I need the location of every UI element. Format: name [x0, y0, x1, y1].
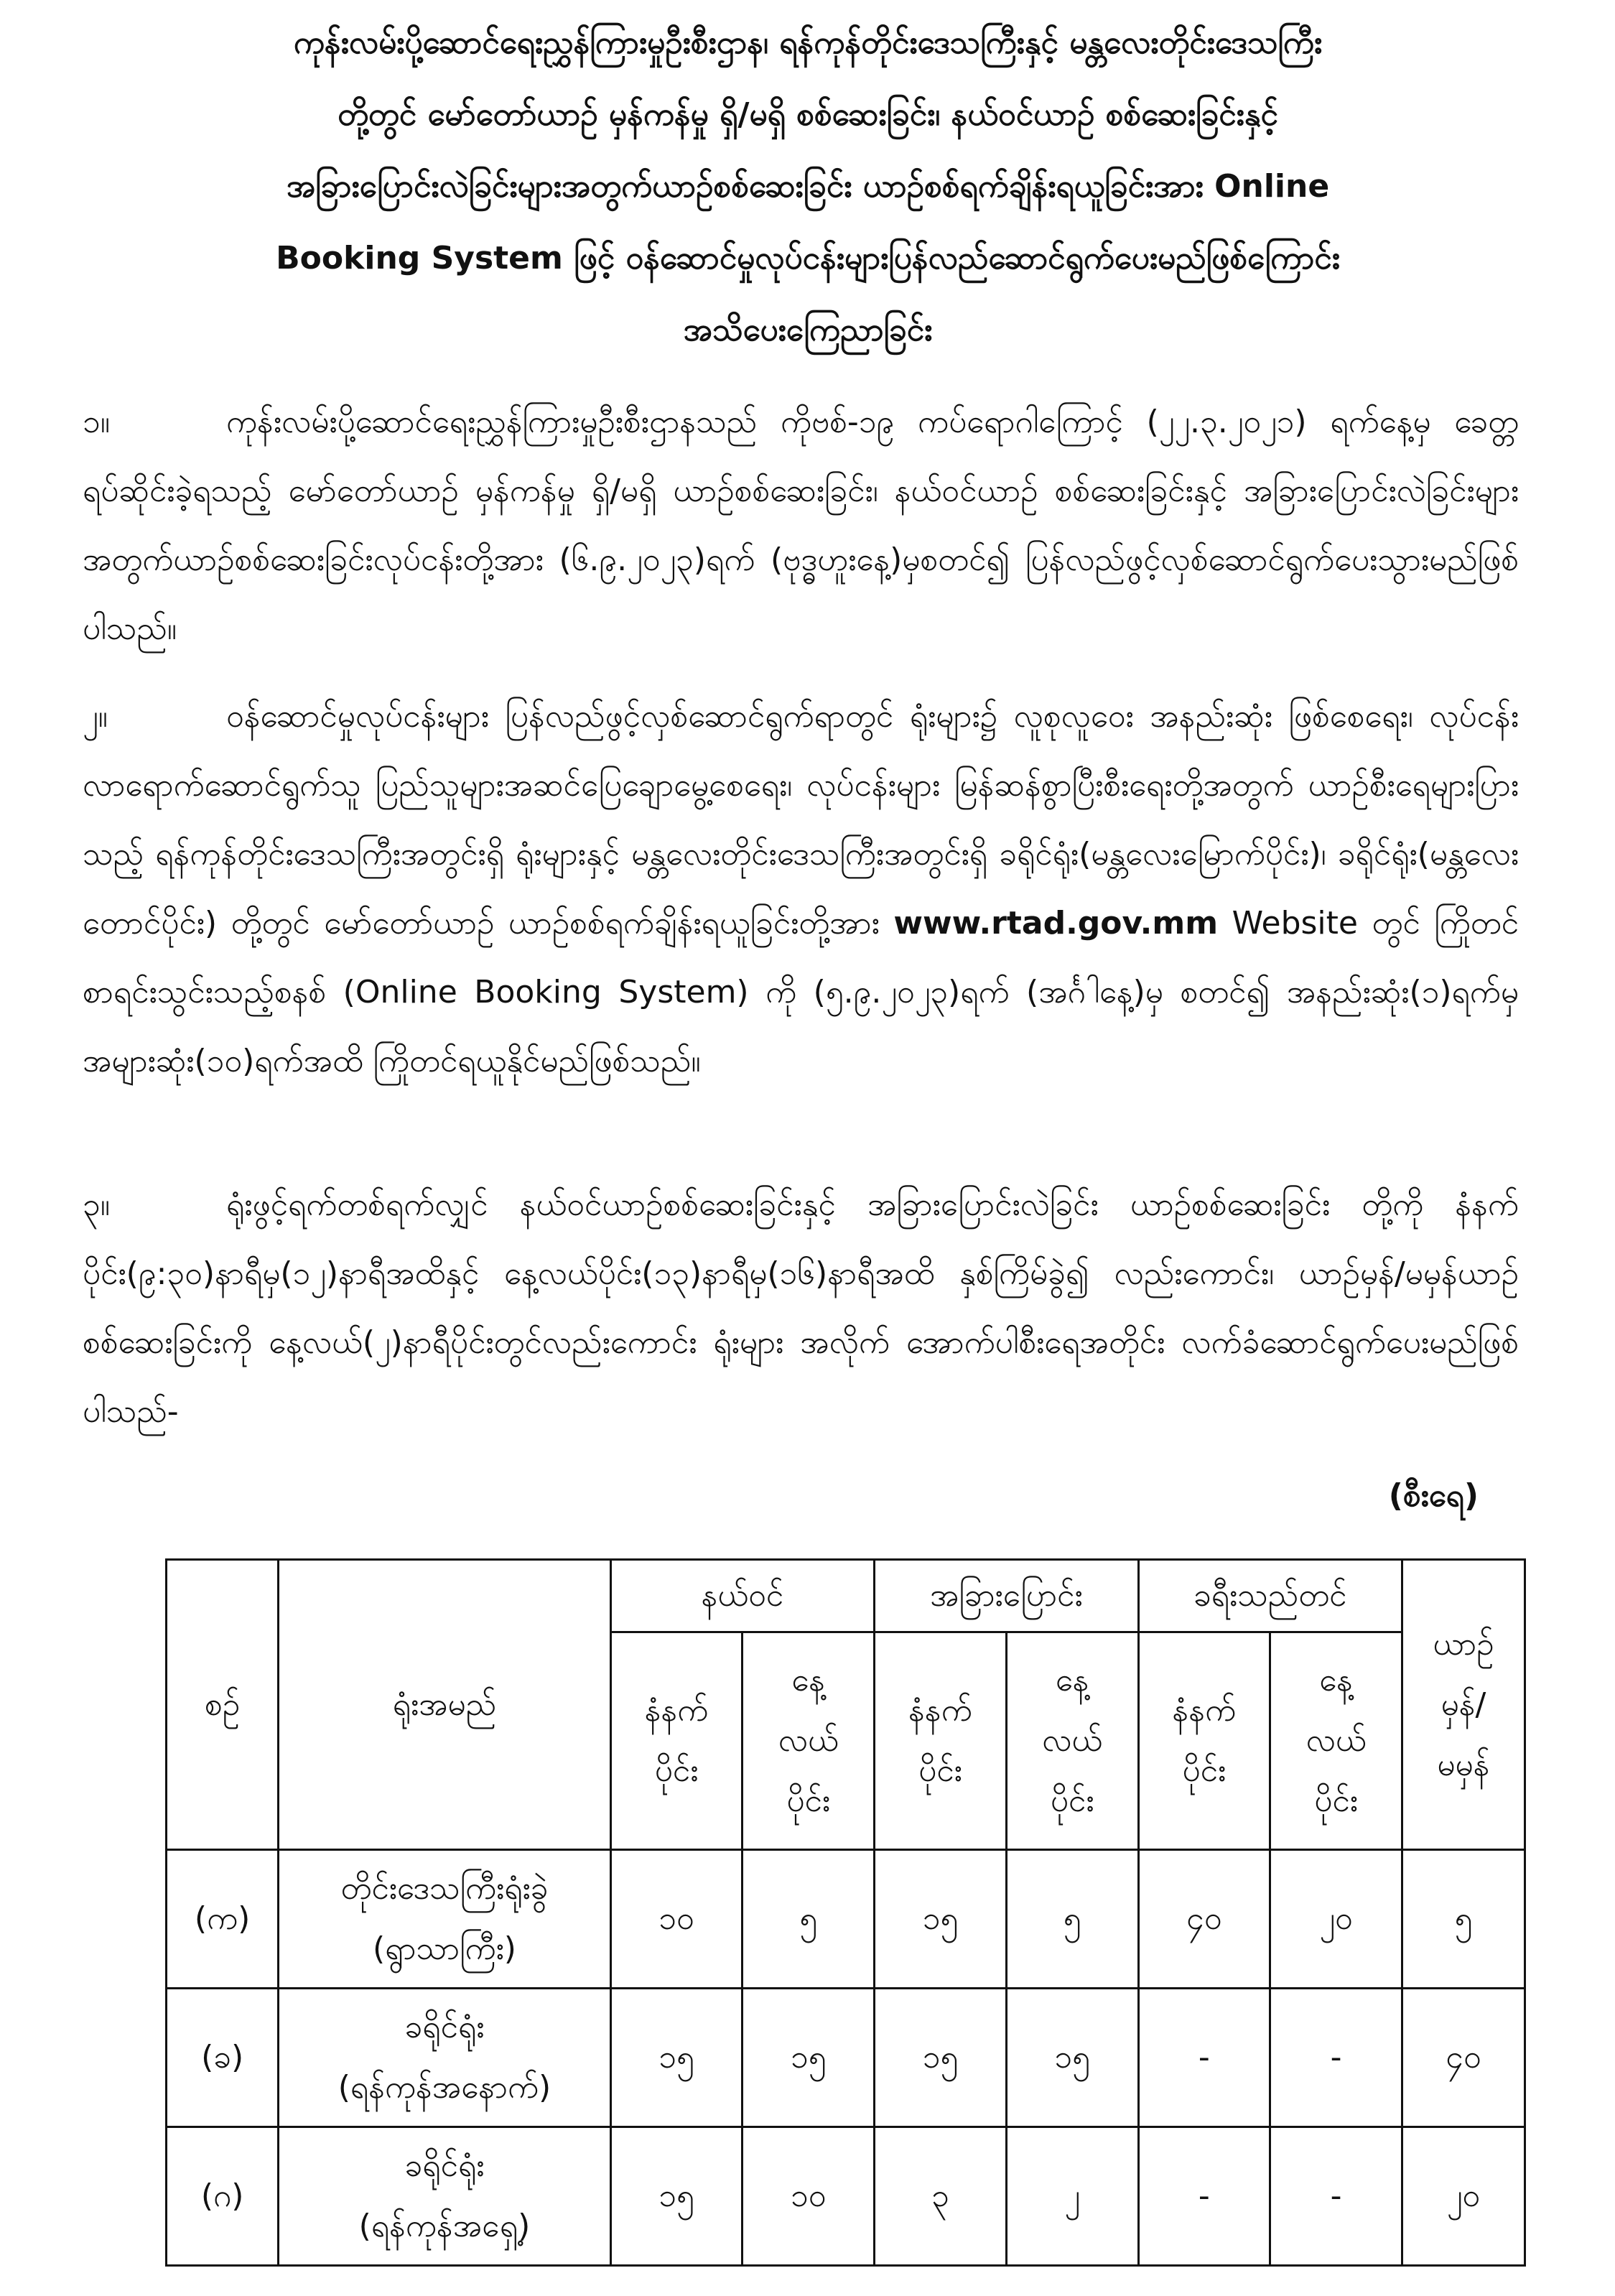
title-line: အခြားပြောင်းလဲခြင်းများအတွက်ယာဉ်စစ်ဆေးခြင်း ယာဉ်စစ်ရက်ချိန်းရယူခြင်းအား Online — [286, 168, 1330, 205]
header-morning: နံနက် ပိုင်း — [875, 1632, 1007, 1850]
header-group-entry: နယ်ဝင် — [610, 1560, 874, 1632]
header-inspection: ယာဉ် မှန်/ မမှန် — [1402, 1560, 1525, 1850]
cell-value: - — [1270, 2127, 1402, 2266]
cell-value: ၁၀ — [610, 1850, 743, 1989]
paragraph-text: Website တွင် ကြိုတင် စာရင်းသွင်းသည့်စနစ် (Online Booking System) ကို (၅.၉.၂၀၂၃)ရက် (အင်္ဂါနေ့)မှ စတင်၍ အနည်းဆုံး(၁)ရက်မှ အများဆုံး(၁၀)ရက်အထိ ကြိုတင်ရယူနိုင်မည်ဖြစ်သည်။ — [83, 905, 1519, 1079]
title-line: အသိပေးကြေညာခြင်း — [683, 312, 933, 348]
cell-value: ၅ — [1402, 1850, 1525, 1989]
row-office: တိုင်းဒေသကြီးရုံးခွဲ (ရွာသာကြီး) — [279, 1850, 610, 1989]
notice-title — [108, 7, 1508, 366]
cell-value: ၁၅ — [743, 1989, 875, 2127]
cell-value: ၂၀ — [1270, 1850, 1402, 1989]
paragraph-text: ကုန်းလမ်းပို့ဆောင်ရေးညွှန်ကြားမှုဦးစီးဌာနသည် ကိုဗစ်-၁၉ ကပ်ရောဂါကြောင့် (၂၂.၃.၂၀၂၁) ရက်နေ့မှ ခေတ္တရပ်ဆိုင်းခဲ့ရသည့် မော်တော်ယာဉ် မှန်ကန်မှု ရှိ/မရှိ ယာဉ်စစ်ဆေးခြင်း၊ နယ်ဝင်ယာဉ် စစ်ဆေးခြင်းနှင့် အခြားပြောင်းလဲခြင်းများအတွက်ယာဉ်စစ်ဆေးခြင်းလုပ်ငန်းတို့အား (၆.၉.၂၀၂၃)ရက် (ဗုဒ္ဓဟူးနေ့)မှစတင်၍ ပြန်လည်ဖွင့်လှစ်ဆောင်ရွက်ပေးသွားမည်ဖြစ်ပါသည်။ — [83, 404, 1519, 647]
paragraph-text: ဝန်ဆောင်မှုလုပ်ငန်းများ ပြန်လည်ဖွင့်လှစ်ဆောင်ရွက်ရာတွင် ရုံးများ၌ လူစုလူဝေး အနည်းဆုံး ဖြစ်စေရေး၊ လုပ်ငန်းလာရောက်ဆောင်ရွက်သူ ပြည်သူများအဆင်ပြေချောမွေ့စေရေး၊ လုပ်ငန်းများ မြန်ဆန်စွာပြီးစီးရေးတို့အတွက် ယာဉ်စီးရေများပြားသည့် ရန်ကုန်တိုင်းဒေသကြီးအတွင်းရှိ ရုံးများနှင့် မန္တလေးတိုင်းဒေသကြီးအတွင်းရှိ ခရိုင်ရုံး(မန္တလေးမြောက်ပိုင်း)၊ ခရိုင်ရုံး(မန္တလေးတောင်ပိုင်း) တို့တွင် မော်တော်ယာဉ် ယာဉ်စစ်ရက်ချိန်းရယူခြင်းတို့အား — [83, 698, 1519, 942]
table-header-row — [167, 1560, 1525, 1632]
cell-value: ၃ — [875, 2127, 1007, 2266]
cell-value: - — [1138, 2127, 1270, 2266]
paragraph-number: ၂။ — [83, 698, 108, 735]
cell-value: ၁၅ — [875, 1989, 1007, 2127]
header-office: ရုံးအမည် — [279, 1560, 610, 1850]
header-afternoon: နေ့ လယ် ပိုင်း — [1270, 1632, 1402, 1850]
cell-value: ၂ — [1006, 2127, 1138, 2266]
cell-value: ၁၅ — [875, 1850, 1007, 1989]
header-group-passenger: ခရီးသည်တင် — [1138, 1560, 1402, 1632]
header-morning: နံနက် ပိုင်း — [610, 1632, 743, 1850]
cell-value: ၄၀ — [1402, 1989, 1525, 2127]
header-afternoon: နေ့ လယ် ပိုင်း — [1006, 1632, 1138, 1850]
cell-value: ၁၅ — [610, 2127, 743, 2266]
header-afternoon: နေ့ လယ် ပိုင်း — [743, 1632, 875, 1850]
cell-value: ၂၀ — [1402, 2127, 1525, 2266]
paragraph-1 — [83, 388, 1519, 664]
unit-label: (စီးရေ) — [1388, 1477, 1479, 1514]
paragraph-number: ၁။ — [83, 404, 111, 440]
row-office: ခရိုင်ရုံး (ရန်ကုန်အနောက်) — [279, 1989, 610, 2127]
cell-value: ၁၀ — [743, 2127, 875, 2266]
cell-value: ၅ — [1006, 1850, 1138, 1989]
title-line: တို့တွင် မော်တော်ယာဉ် မှန်ကန်မှု ရှိ/မရှိ စစ်ဆေးခြင်း၊ နယ်ဝင်ယာဉ် စစ်ဆေးခြင်းနှင့် — [338, 96, 1278, 133]
paragraph-text: ရုံးဖွင့်ရက်တစ်ရက်လျှင် နယ်ဝင်ယာဉ်စစ်ဆေးခြင်းနှင့် အခြားပြောင်းလဲခြင်း ယာဉ်စစ်ဆေးခြင်း တို့ကို နံနက်ပိုင်း(၉:၃၀)နာရီမှ(၁၂)နာရီအထိနှင့် နေ့လယ်ပိုင်း(၁၃)နာရီမှ(၁၆)နာရီအထိ နှစ်ကြိမ်ခွဲ၍ လည်းကောင်း၊ ယာဉ်မှန်/မမှန်ယာဉ်စစ်ဆေးခြင်းကို နေ့လယ်(၂)နာရီပိုင်းတွင်လည်းကောင်း ရုံးများ အလိုက် အောက်ပါစီးရေအတိုင်း လက်ခံဆောင်ရွက်ပေးမည်ဖြစ်ပါသည်- — [83, 1186, 1519, 1430]
header-no: စဉ် — [167, 1560, 279, 1850]
row-no: (ခ) — [167, 1989, 279, 2127]
paragraph-2 — [83, 682, 1519, 1096]
paragraph-3 — [83, 1171, 1519, 1446]
row-no: (ဂ) — [167, 2127, 279, 2266]
title-line: Booking System ဖြင့် ဝန်ဆောင်မှုလုပ်ငန်းများပြန်လည်ဆောင်ရွက်ပေးမည်ဖြစ်ကြောင်း — [276, 240, 1340, 276]
table-row — [167, 2127, 1525, 2266]
paragraph-number: ၃။ — [83, 1186, 111, 1223]
cell-value: ၁၅ — [610, 1989, 743, 2127]
cell-value: ၅ — [743, 1850, 875, 1989]
cell-value: ၁၅ — [1006, 1989, 1138, 2127]
inspection-quota-table — [165, 1558, 1526, 2267]
header-morning: နံနက် ပိုင်း — [1138, 1632, 1270, 1850]
title-line: ကုန်းလမ်းပို့ဆောင်ရေးညွှန်ကြားမှုဦးစီးဌာန၊ ရန်ကုန်တိုင်းဒေသကြီးနှင့် မန္တလေးတိုင်းဒေသကြီး — [293, 24, 1323, 61]
row-no: (က) — [167, 1850, 279, 1989]
header-group-transfer: အခြားပြောင်း — [875, 1560, 1138, 1632]
row-office: ခရိုင်ရုံး (ရန်ကုန်အရှေ့) — [279, 2127, 610, 2266]
table-row — [167, 1850, 1525, 1989]
table-row — [167, 1989, 1525, 2127]
cell-value: - — [1138, 1989, 1270, 2127]
website-url: www.rtad.gov.mm — [893, 905, 1219, 942]
cell-value: - — [1270, 1989, 1402, 2127]
cell-value: ၄၀ — [1138, 1850, 1270, 1989]
